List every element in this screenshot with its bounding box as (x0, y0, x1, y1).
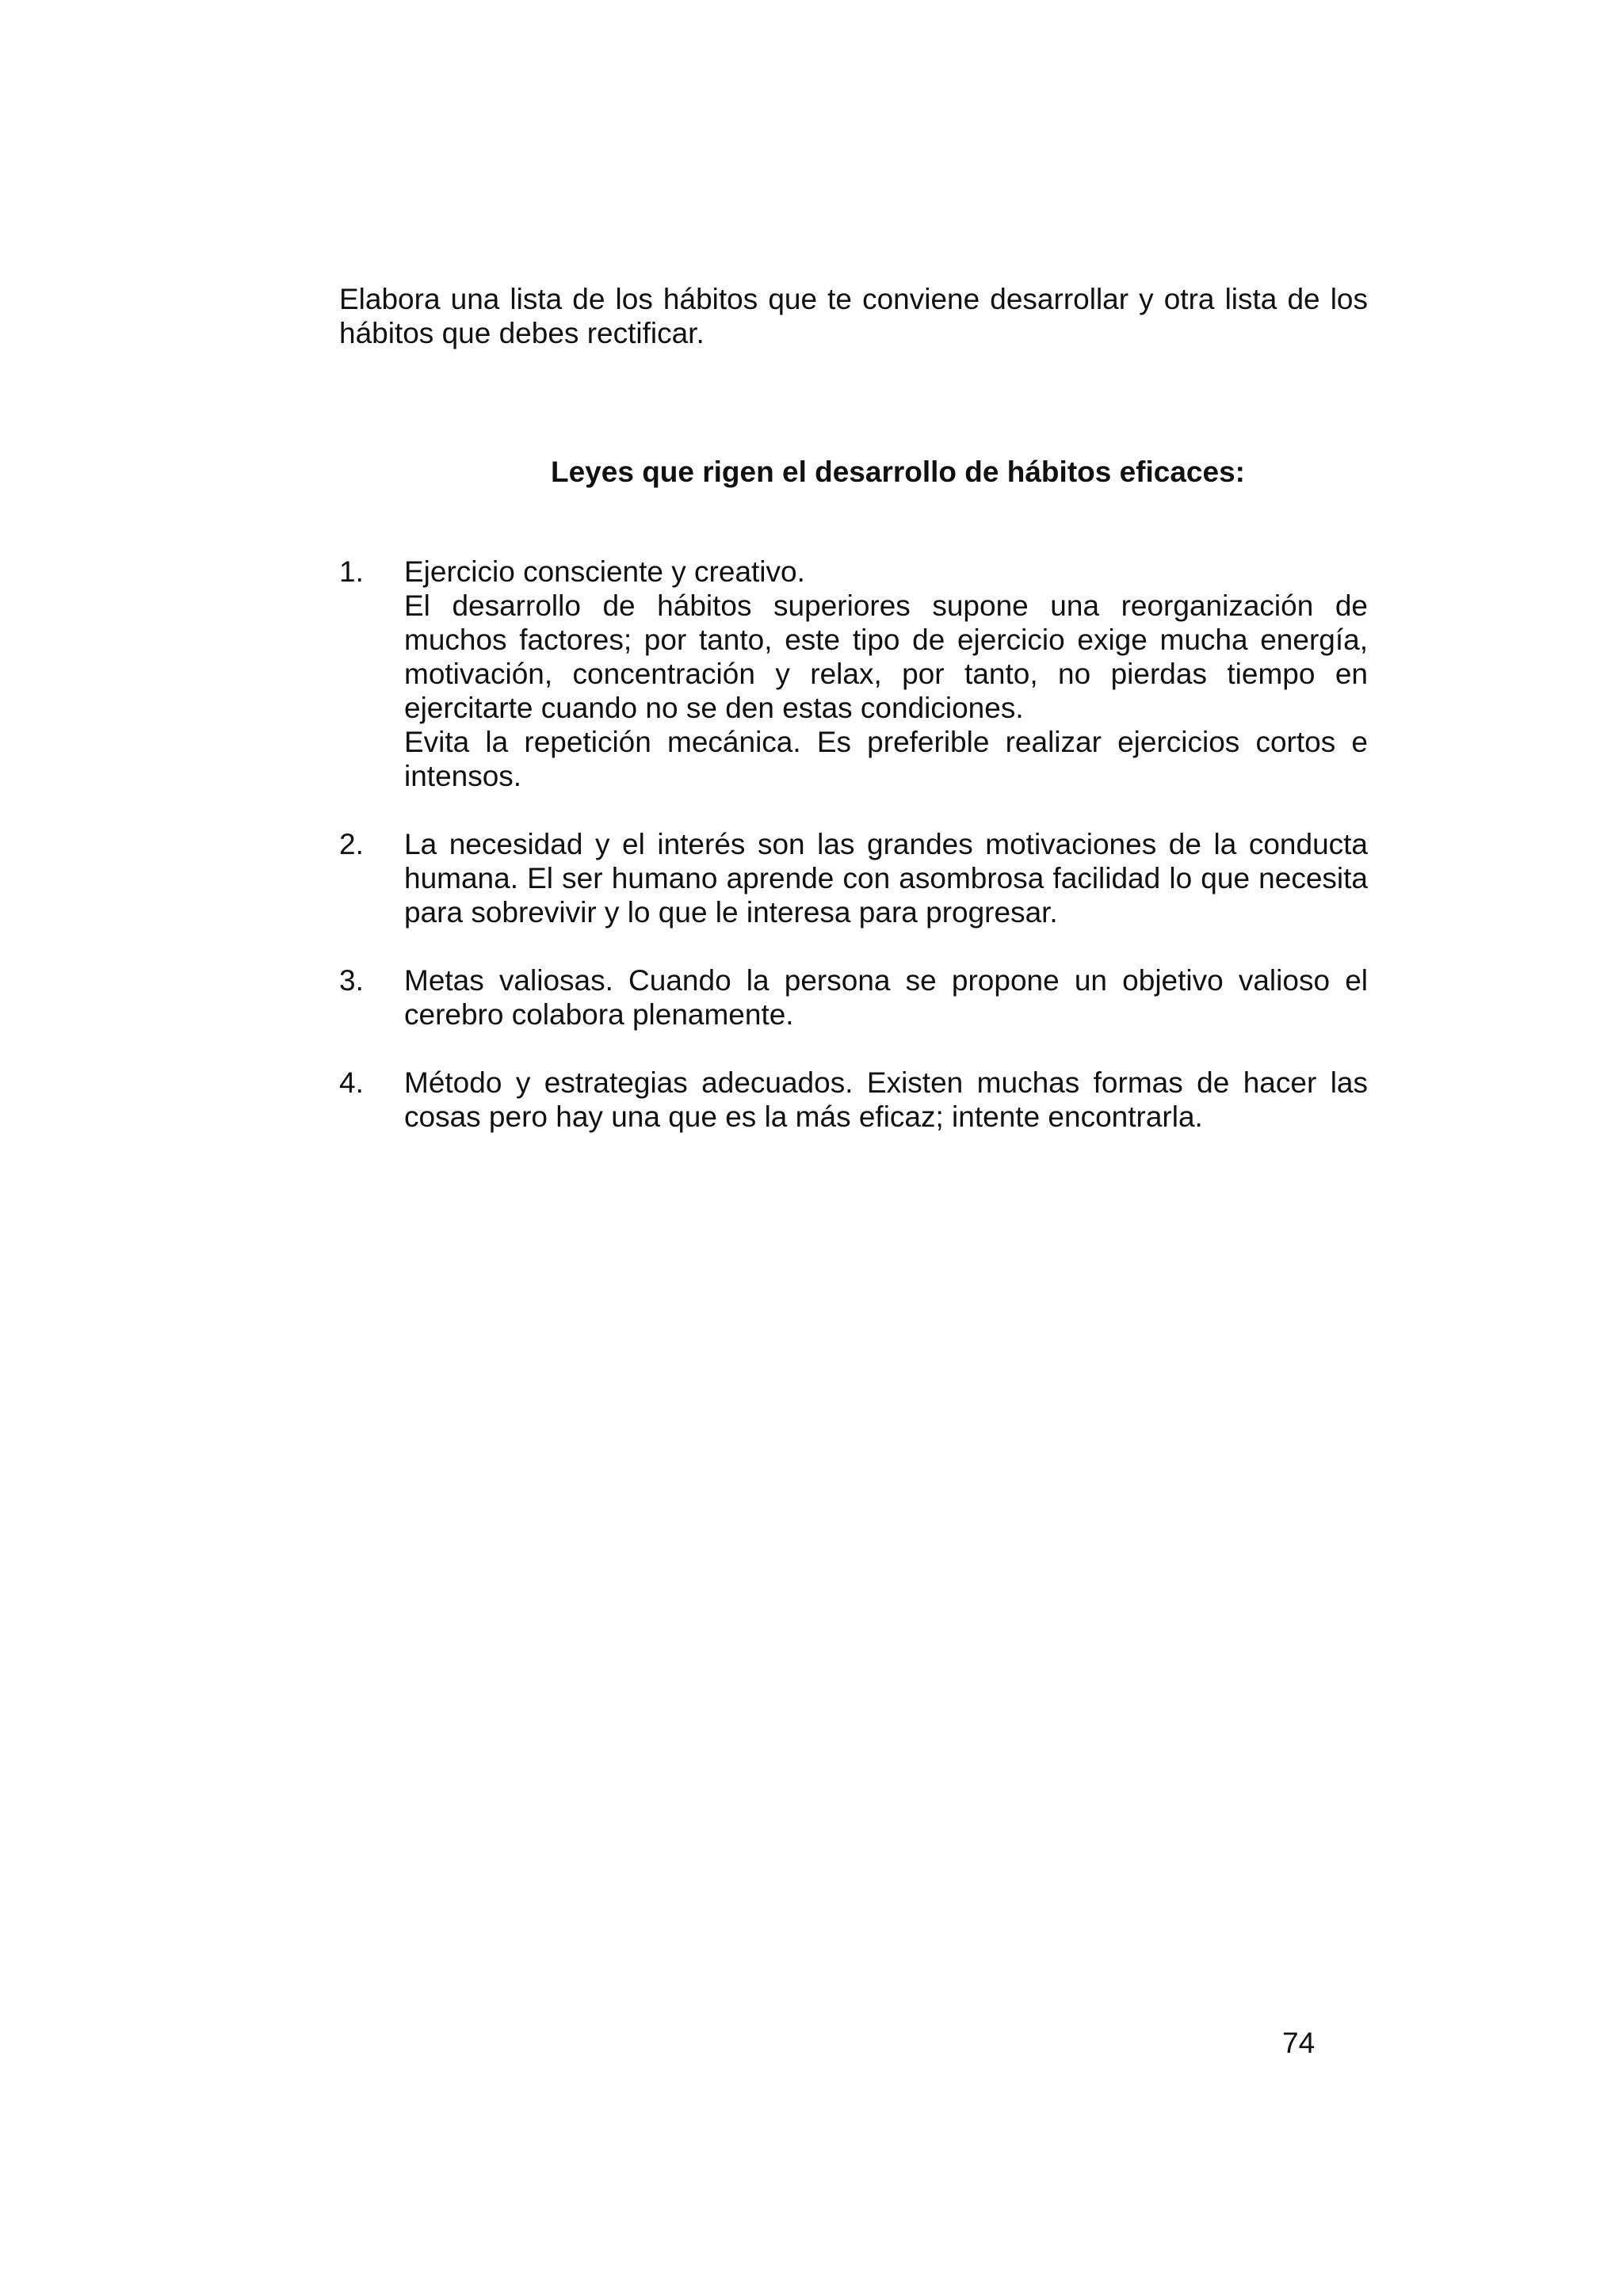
list-item-law-3 (339, 963, 1368, 1032)
list-item-number: 4. (339, 1066, 364, 1099)
list-item-law-2 (339, 827, 1368, 929)
laws-list (339, 555, 1368, 1168)
law-1-title: Ejercicio consciente y creativo. (404, 555, 805, 588)
law-2-paragraph: La necesidad y el interés son las grandes motivaciones de la conducta humana. El ser humano aprende con asombrosa facilidad lo que necesita para sobrevivir y lo que le interesa para progresar. (404, 828, 1368, 929)
list-item-law-4 (339, 1066, 1368, 1134)
list-item-number: 3. (339, 964, 364, 997)
law-4-paragraph: Método y estrategias adecuados. Existen muchas formas de hacer las cosas pero hay una que es la más eficaz; intente encontrarla. (404, 1066, 1368, 1133)
list-item-number: 2. (339, 828, 364, 860)
law-1-paragraph: Evita la repetición mecánica. Es preferible realizar ejercicios cortos e intensos. (404, 726, 1368, 792)
intro-paragraph: Elabora una lista de los hábitos que te conviene desarrollar y otra lista de los hábitos que debes rectificar. (339, 283, 1368, 349)
law-3-paragraph: Metas valiosas. Cuando la persona se propone un objetivo valioso el cerebro colabora plenamente. (404, 964, 1368, 1031)
list-item-number: 1. (339, 555, 364, 588)
section-heading: Leyes que rigen el desarrollo de hábitos eficaces: (551, 456, 1245, 488)
list-item-law-1 (339, 555, 1368, 793)
law-1-paragraph: El desarrollo de hábitos superiores supone una reorganización de muchos factores; por tanto, este tipo de ejercicio exige mucha energía, motivación, concentración y relax, por tanto, no pierdas tiempo en ejercitarte cuando no se den estas condiciones. (404, 589, 1368, 724)
page-number: 74 (1282, 2027, 1316, 2059)
